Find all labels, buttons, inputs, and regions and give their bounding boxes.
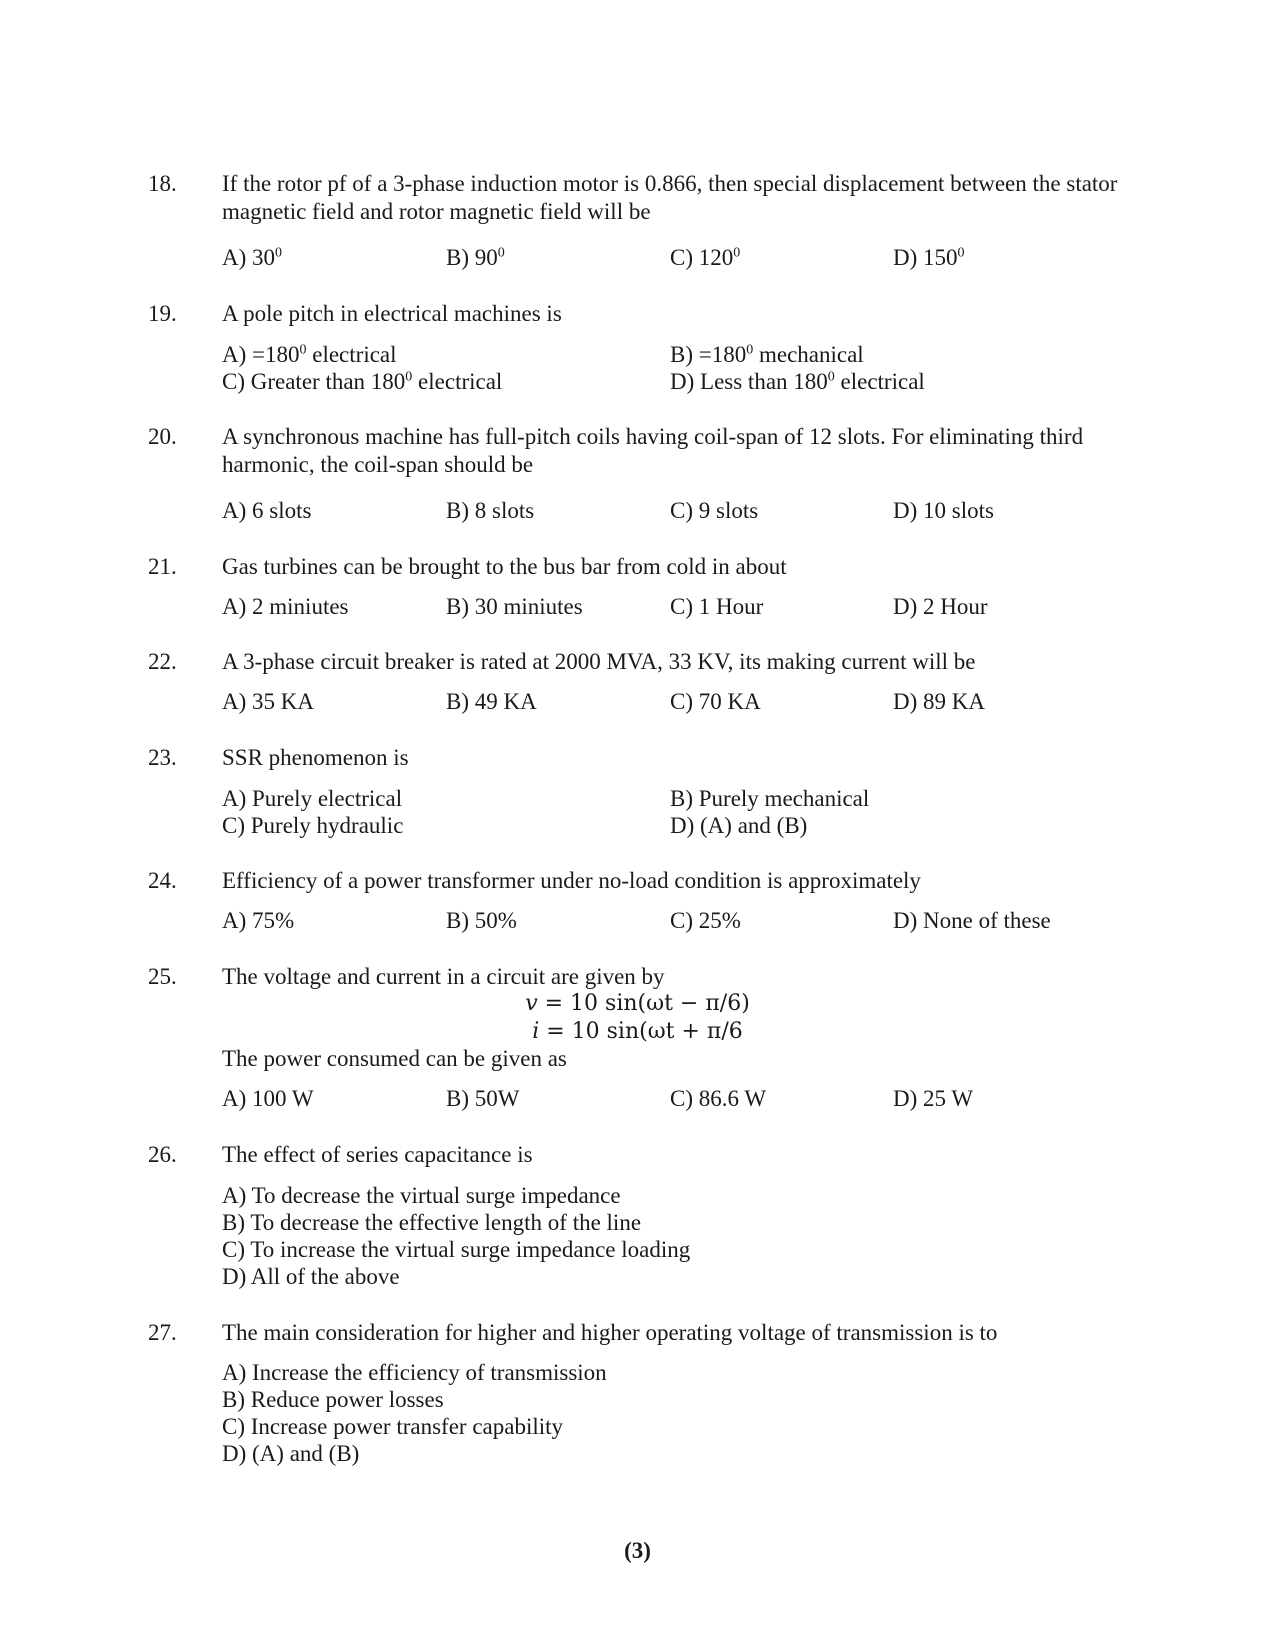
option-a: A) Increase the efficiency of transmission xyxy=(222,1360,607,1385)
question-stem: Efficiency of a power transformer under no-load condition is approximately xyxy=(222,868,921,893)
question-number: 24. xyxy=(148,868,177,893)
question-stem: Gas turbines can be brought to the bus bar from cold in about xyxy=(222,554,787,579)
option-a: A) 75% xyxy=(222,908,295,933)
voltage-equation: v = 10 sin(ωt − π/6) xyxy=(525,991,750,1016)
option-a: A) 100 W xyxy=(222,1086,314,1111)
option-b: B) 50W xyxy=(446,1086,520,1111)
option-d: D) (A) and (B) xyxy=(222,1441,360,1466)
option-c: C) 25% xyxy=(670,908,741,933)
question-stem: The voltage and current in a circuit are given by xyxy=(222,964,665,989)
option-a: A) 6 slots xyxy=(222,498,312,523)
option-c: C) 1 Hour xyxy=(670,594,764,619)
option-b: B) 49 KA xyxy=(446,689,537,714)
option-c: C) To increase the virtual surge impedance loading xyxy=(222,1237,691,1262)
question-number: 26. xyxy=(148,1142,177,1167)
option-c: C) 9 slots xyxy=(670,498,759,523)
option-d: D) 25 W xyxy=(893,1086,974,1111)
question-stem: A 3-phase circuit breaker is rated at 2000 MVA, 33 KV, its making current will be xyxy=(222,649,976,674)
option-c: C) Purely hydraulic xyxy=(222,813,404,838)
option-c: C) $120^0$ xyxy=(670,245,741,270)
option-b: B) Reduce power losses xyxy=(222,1387,444,1412)
question-number: 18. xyxy=(148,171,177,196)
question-stem: A synchronous machine has full-pitch coils having coil-span of 12 slots. For eliminating third harmonic, the coil-span should be xyxy=(222,424,1084,477)
option-b: B) $90^0$ xyxy=(446,245,505,270)
option-c: C) 86.6 W xyxy=(670,1086,767,1111)
option-c: C) Greater than $180^0$ electrical xyxy=(222,369,503,394)
option-a: $A) =180^0$ electrical xyxy=(222,342,397,367)
question-number: 25. xyxy=(148,964,177,989)
option-d: D) 2 Hour xyxy=(893,594,988,619)
option-d: D) $150^0$ xyxy=(893,245,965,270)
page-number: (3) xyxy=(624,1538,651,1563)
option-a: A) Purely electrical xyxy=(222,786,403,811)
question-number: 19. xyxy=(148,301,177,326)
question-number: 27. xyxy=(148,1320,177,1345)
question-number: 21. xyxy=(148,554,177,579)
option-b: $B) =180^0$ mechanical xyxy=(670,342,864,367)
question-number: 23. xyxy=(148,745,177,770)
option-b: B) Purely mechanical xyxy=(670,786,870,811)
option-b: B) 30 miniutes xyxy=(446,594,583,619)
option-a: A) 35 KA xyxy=(222,689,314,714)
option-b: B) 50% xyxy=(446,908,517,933)
option-d: D) (A) and (B) xyxy=(670,813,808,838)
question-stem: The main consideration for higher and higher operating voltage of transmission is to xyxy=(222,1320,998,1345)
question-number: 20. xyxy=(148,424,177,449)
question-stem: The effect of series capacitance is xyxy=(222,1142,533,1167)
option-a: A) To decrease the virtual surge impedance xyxy=(222,1183,621,1208)
option-d: D) 10 slots xyxy=(893,498,994,523)
option-b: B) 8 slots xyxy=(446,498,535,523)
question-number: 22. xyxy=(148,649,177,674)
option-c: C) 70 KA xyxy=(670,689,761,714)
option-b: B) To decrease the effective length of the line xyxy=(222,1210,642,1235)
current-equation: i = 10 sin(ωt + π/6 xyxy=(532,1019,743,1044)
question-stem: SSR phenomenon is xyxy=(222,745,409,770)
option-d: D) All of the above xyxy=(222,1264,400,1289)
option-a: A) 2 miniutes xyxy=(222,594,349,619)
option-d: D) None of these xyxy=(893,908,1051,933)
option-d: D) Less than $180^0$ electrical xyxy=(670,369,925,394)
option-d: D) 89 KA xyxy=(893,689,985,714)
option-c: C) Increase power transfer capability xyxy=(222,1414,564,1439)
question-stem-continued: The power consumed can be given as xyxy=(222,1046,567,1071)
question-stem: If the rotor pf of a 3-phase induction motor is 0.866, then special displacement between the stator magnetic field and rotor magnetic field will be xyxy=(222,171,1118,224)
option-a: A) $30^0$ xyxy=(222,245,283,270)
question-stem: A pole pitch in electrical machines is xyxy=(222,301,562,326)
